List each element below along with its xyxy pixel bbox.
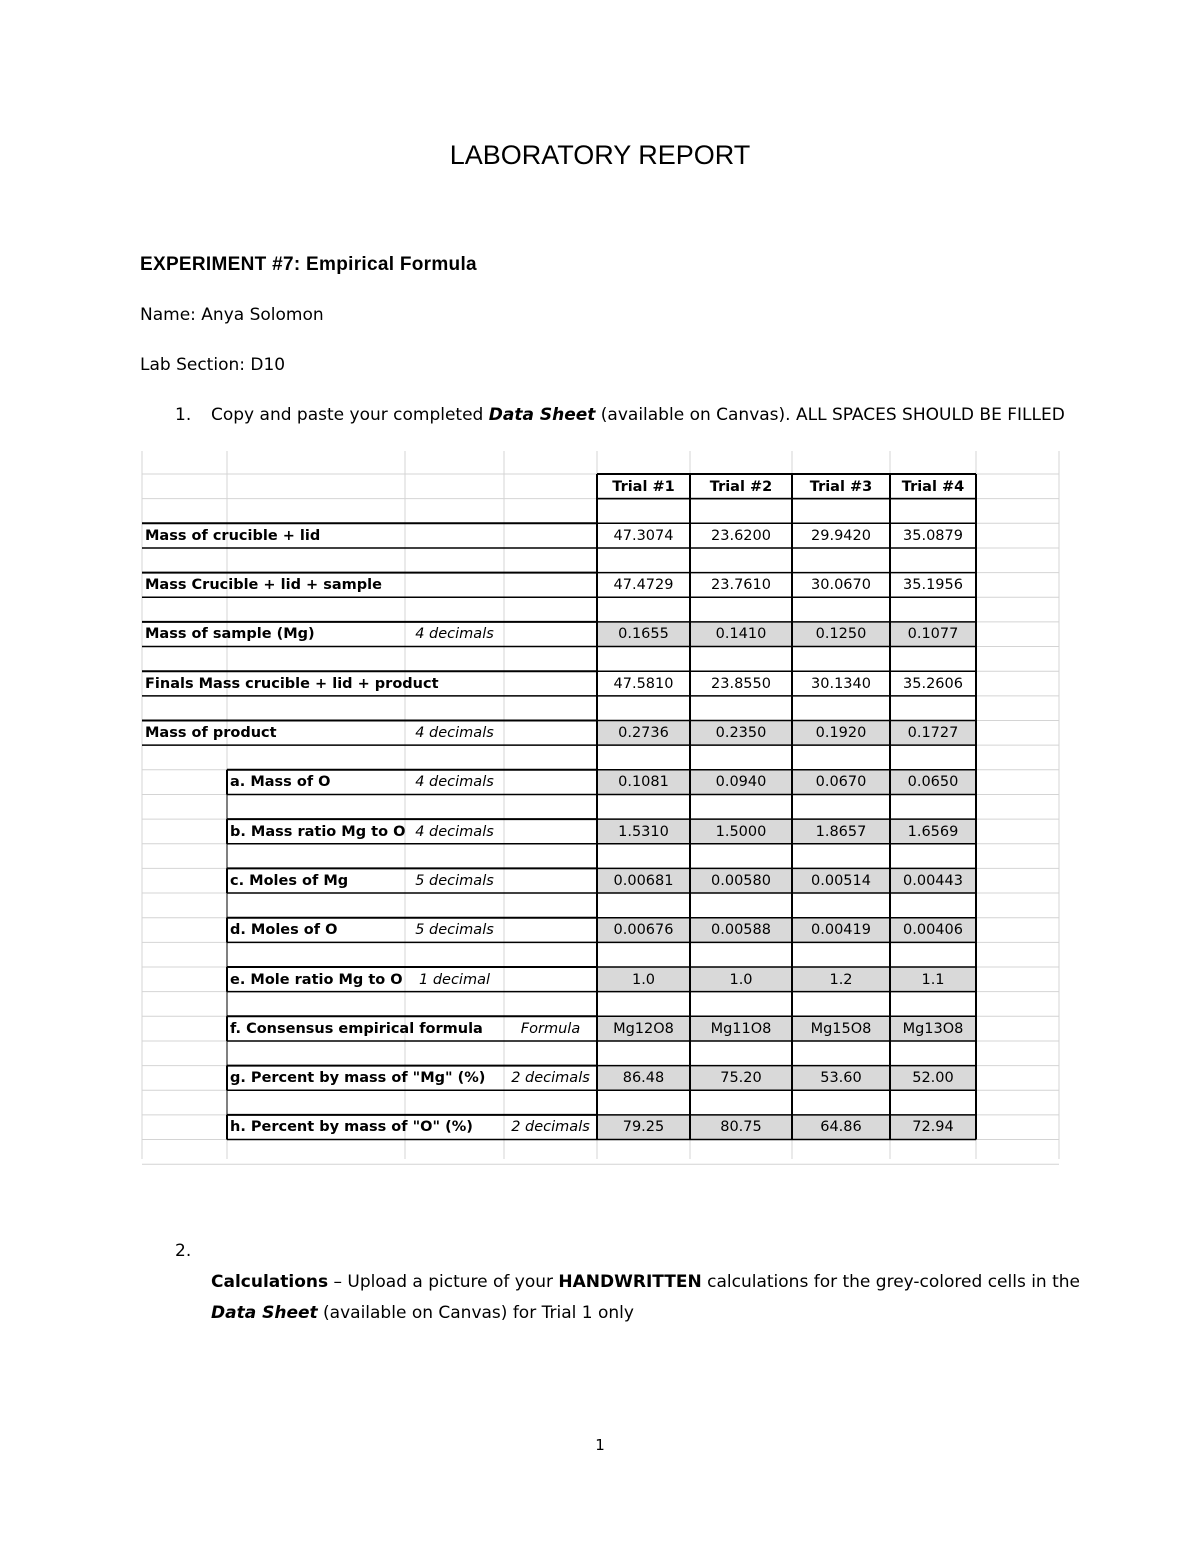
trial-header: Trial #2 [709, 478, 773, 495]
data-cell: 47.3074 [613, 527, 674, 544]
precision-note: Formula [520, 1020, 581, 1037]
experiment-heading: EXPERIMENT #7: Empirical Formula [140, 254, 477, 275]
data-cell: 72.94 [912, 1119, 954, 1136]
item-text: Calculations – Upload a picture of your HANDWRITTEN calculations for the grey-colored cells in the Data Sheet (available on Canvas) for Trial 1 only [211, 1272, 1081, 1323]
row-label: Mass of product [145, 725, 277, 741]
data-cell: 64.86 [820, 1119, 862, 1136]
data-cell: 0.00419 [811, 922, 871, 939]
row-label: Mass of crucible + lid [145, 527, 321, 544]
precision-note: 4 decimals [415, 626, 494, 643]
row-label: d. Moles of O [230, 922, 338, 939]
row-label: c. Moles of Mg [230, 872, 349, 889]
precision-note: 4 decimals [415, 725, 494, 741]
data-cell: 1.8657 [815, 823, 867, 840]
data-cell: 0.0650 [907, 774, 959, 791]
instruction-item-1 [175, 405, 1065, 425]
data-cell: Mg15O8 [810, 1020, 872, 1037]
data-cell: 30.1340 [811, 675, 871, 692]
data-cell: 1.5310 [618, 823, 669, 840]
item-number: 2. [175, 1241, 192, 1261]
row-label: Mass Crucible + lid + sample [145, 577, 382, 594]
precision-note: 5 decimals [415, 922, 494, 939]
report-title: LABORATORY REPORT [449, 140, 751, 170]
data-cell: 0.00588 [711, 922, 771, 939]
data-cell: Mg13O8 [902, 1020, 964, 1037]
data-cell: 35.0879 [903, 527, 963, 544]
data-cell: 0.0670 [815, 774, 867, 791]
precision-note: 2 decimals [511, 1070, 590, 1087]
data-cell: 0.00676 [613, 922, 674, 939]
data-cell: 52.00 [912, 1070, 954, 1087]
lab-section: Lab Section: D10 [140, 355, 286, 375]
page-number: 1 [595, 1436, 605, 1454]
data-cell: 0.1410 [715, 626, 767, 643]
data-cell: 86.48 [622, 1070, 665, 1087]
student-name: Name: Anya Solomon [140, 305, 324, 325]
data-cell: 1.5000 [715, 823, 767, 840]
data-cell: 53.60 [820, 1070, 862, 1087]
data-cell: 0.0940 [715, 774, 767, 791]
row-label: a. Mass of O [230, 774, 331, 791]
item-number: 1. [175, 405, 192, 425]
data-cell: 29.9420 [811, 527, 871, 544]
data-cell: 0.00443 [903, 872, 963, 889]
data-cell: Mg12O8 [613, 1020, 674, 1037]
trial-header: Trial #3 [809, 478, 873, 495]
data-cell: 0.00681 [613, 872, 674, 889]
data-cell: 0.2736 [618, 725, 669, 741]
data-cell: 0.1920 [815, 725, 867, 741]
precision-note: 1 decimal [419, 971, 490, 988]
trial-header: Trial #1 [612, 478, 675, 495]
row-label: g. Percent by mass of "Mg" (%) [230, 1070, 486, 1087]
row-label: b. Mass ratio Mg to O [230, 823, 406, 840]
item-text: Copy and paste your completed Data Sheet (available on Canvas). ALL SPACES SHOULD BE FILLED [211, 405, 1065, 425]
data-sheet [142, 451, 1059, 1159]
data-sheet-grid [142, 451, 1059, 1159]
data-cell: 0.1077 [907, 626, 959, 643]
data-cell: 0.2350 [715, 725, 767, 741]
data-cell: 1.2 [829, 971, 853, 988]
data-cell: 0.00580 [711, 872, 771, 889]
row-label: Finals Mass crucible + lid + product [145, 675, 439, 692]
row-label: f. Consensus empirical formula [230, 1020, 483, 1037]
data-cell: 0.1250 [815, 626, 867, 643]
data-cell: 23.6200 [711, 527, 771, 544]
data-cell: 1.0 [631, 971, 656, 988]
data-cell: 0.00514 [811, 872, 871, 889]
data-cell: 47.4729 [613, 577, 674, 594]
data-cell: 0.1655 [618, 626, 669, 643]
precision-note: 2 decimals [511, 1119, 590, 1136]
row-label: h. Percent by mass of "O" (%) [230, 1119, 473, 1136]
precision-note: 4 decimals [415, 823, 494, 840]
instruction-item-2 [175, 1236, 1081, 1323]
row-label: e. Mole ratio Mg to O [230, 971, 403, 988]
data-cell: 47.5810 [613, 675, 674, 692]
data-cell: 1.1 [921, 971, 945, 988]
data-cell: 35.1956 [903, 577, 963, 594]
row-label: Mass of sample (Mg) [145, 626, 315, 643]
data-cell: 1.6569 [907, 823, 959, 840]
data-cell: 35.2606 [903, 675, 963, 692]
data-cell: 79.25 [622, 1119, 665, 1136]
data-cell: 23.8550 [711, 675, 771, 692]
data-cell: 0.1727 [907, 725, 959, 741]
data-cell: 75.20 [720, 1070, 762, 1087]
precision-note: 5 decimals [415, 872, 494, 889]
data-cell: Mg11O8 [710, 1020, 772, 1037]
data-cell: 23.7610 [711, 577, 771, 594]
data-cell: 0.00406 [903, 922, 963, 939]
precision-note: 4 decimals [415, 774, 494, 791]
trial-header: Trial #4 [901, 478, 965, 495]
data-cell: 0.1081 [618, 774, 669, 791]
data-cell: 30.0670 [811, 577, 871, 594]
data-cell: 80.75 [720, 1119, 762, 1136]
data-cell: 1.0 [729, 971, 753, 988]
